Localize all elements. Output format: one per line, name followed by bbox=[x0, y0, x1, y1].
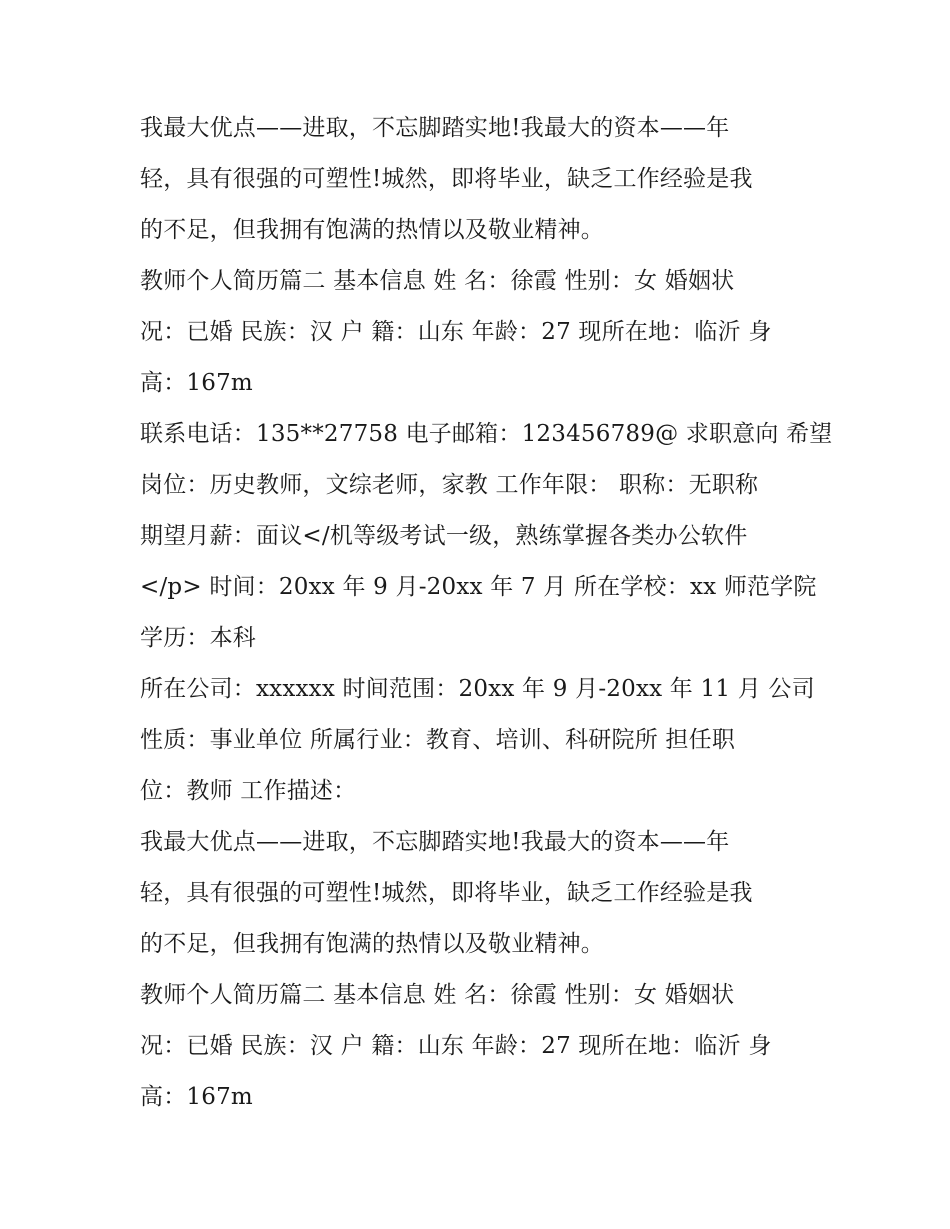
document-page bbox=[140, 103, 833, 1123]
text-line: 我最大优点——进取，不忘脚踏实地!我最大的资本——年 bbox=[140, 829, 730, 855]
text-line: 高：167m bbox=[140, 1084, 253, 1110]
text-line: 岗位：历史教师，文综老师，家教 工作年限： 职称：无职称 bbox=[140, 472, 759, 498]
text-line: 的不足，但我拥有饱满的热情以及敬业精神。 bbox=[140, 931, 604, 957]
text-line: 的不足，但我拥有饱满的热情以及敬业精神。 bbox=[140, 217, 604, 243]
text-line: 位：教师 工作描述： bbox=[140, 778, 357, 804]
text-line: 我最大优点——进取，不忘脚踏实地!我最大的资本——年 bbox=[140, 115, 730, 141]
text-line: 联系电话：135**27758 电子邮箱：123456789@ 求职意向 希望 bbox=[140, 421, 833, 447]
text-line: 教师个人简历篇二 基本信息 姓 名：徐霞 性别：女 婚姻状 bbox=[140, 982, 735, 1008]
text-line: 期望月薪：面议</机等级考试一级，熟练掌握各类办公软件 bbox=[140, 523, 748, 549]
text-line: 况：已婚 民族：汉 户 籍：山东 年龄：27 现所在地：临沂 身 bbox=[140, 1033, 772, 1059]
text-line: 学历：本科 bbox=[140, 625, 256, 651]
text-line: 高：167m bbox=[140, 370, 253, 396]
text-line: 轻，具有很强的可塑性!城然，即将毕业，缺乏工作经验是我 bbox=[140, 880, 753, 906]
text-line: </p> 时间：20xx 年 9 月-20xx 年 7 月 所在学校：xx 师范学院 bbox=[140, 574, 817, 600]
text-line: 所在公司：xxxxxx 时间范围：20xx 年 9 月-20xx 年 11 月 公司 bbox=[140, 676, 815, 702]
text-line: 性质：事业单位 所属行业：教育、培训、科研院所 担任职 bbox=[140, 727, 736, 753]
text-line: 况：已婚 民族：汉 户 籍：山东 年龄：27 现所在地：临沂 身 bbox=[140, 319, 772, 345]
text-line: 教师个人简历篇二 基本信息 姓 名：徐霞 性别：女 婚姻状 bbox=[140, 268, 735, 294]
text-line: 轻，具有很强的可塑性!城然，即将毕业，缺乏工作经验是我 bbox=[140, 166, 753, 192]
